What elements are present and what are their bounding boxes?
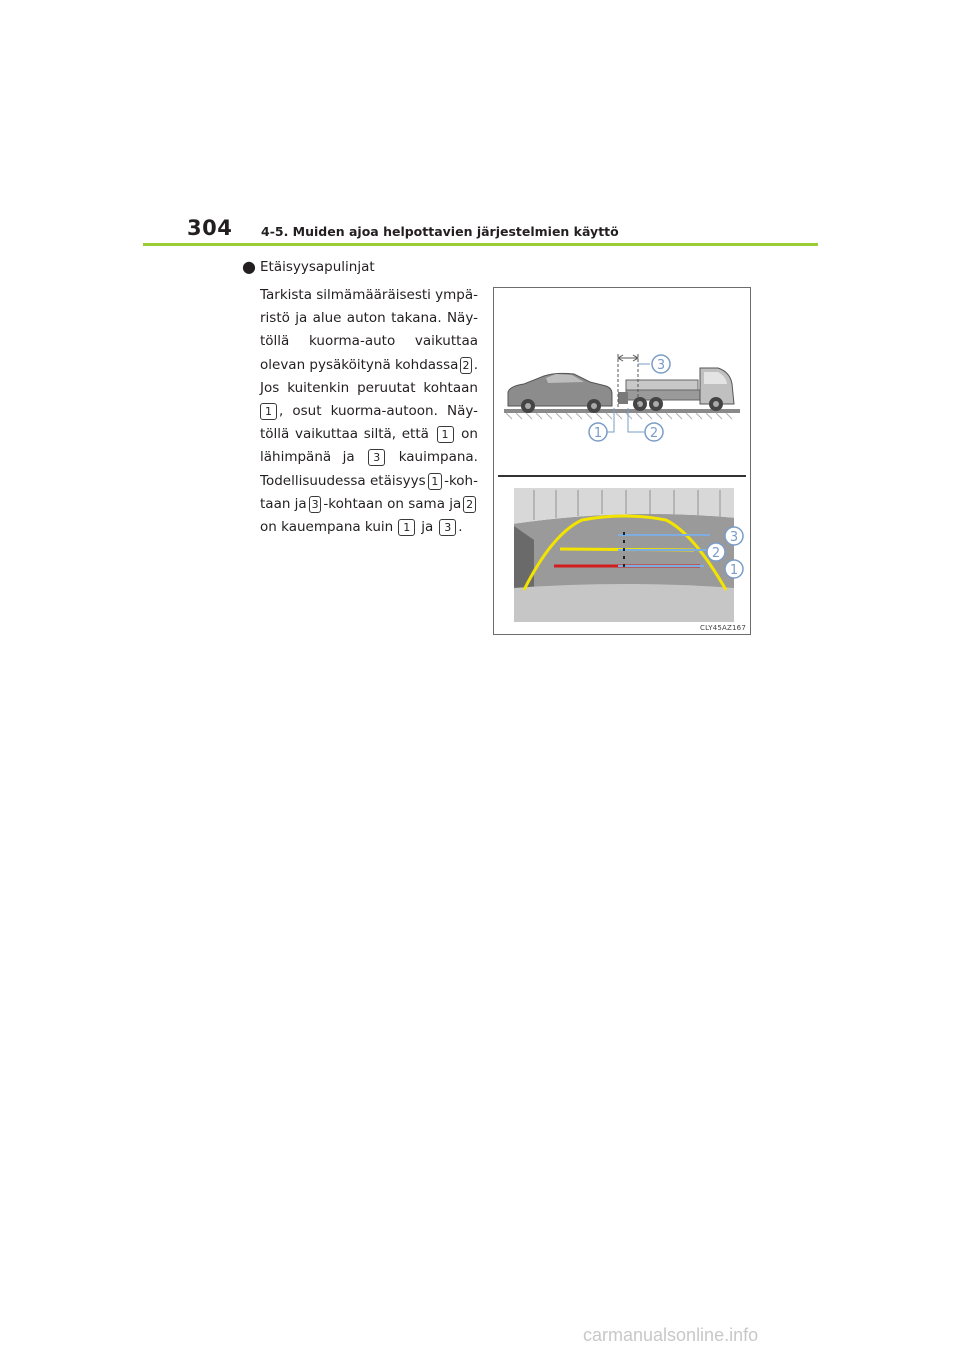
panel-divider	[498, 475, 746, 477]
svg-text:1: 1	[729, 563, 739, 578]
text-line: Jos kuitenkin peruutat kohtaan	[260, 379, 478, 396]
text-line: on kauempana kuin 1 ja 3 .	[260, 518, 463, 535]
svg-text:2: 2	[649, 426, 659, 441]
text-line: lähimpänä ja 3 kauimpana.	[260, 449, 478, 466]
illustration-svg	[494, 288, 750, 634]
header-rule	[143, 243, 818, 246]
svg-text:2: 2	[711, 546, 721, 561]
page-number: 304	[187, 216, 233, 240]
text-line: 1 , osut kuorma-autoon. Näy-	[260, 400, 478, 423]
text-line: töllä kuorma-auto vaikuttaa	[260, 333, 478, 350]
distance-guide-illustration	[493, 287, 751, 635]
callout-2	[645, 423, 663, 441]
reference-marker-3: 3	[309, 496, 322, 513]
side-view-panel	[504, 354, 740, 441]
text-line: olevan pysäköitynä kohdassa 2 .	[260, 356, 478, 373]
reference-marker-1: 1	[428, 473, 442, 490]
callout-2	[707, 543, 725, 561]
text-line: taan ja 3 -kohtaan on sama ja 2	[260, 493, 478, 516]
car-icon	[508, 373, 612, 413]
svg-text:1: 1	[593, 426, 603, 441]
text-line: Todellisuudessa etäisyys 1 -koh-	[260, 472, 478, 489]
footer-watermark: carmanualsonline.info	[583, 1325, 759, 1345]
callout-1	[589, 423, 607, 441]
bullet-icon: ●	[242, 257, 256, 276]
callout-3	[652, 355, 670, 373]
reference-marker-2: 2	[463, 496, 476, 513]
reference-marker-3: 3	[368, 449, 385, 466]
section-title: 4-5. Muiden ajoa helpottavien järjestelmien käyttö	[261, 224, 619, 239]
camera-view-panel	[514, 488, 743, 622]
reference-marker-1: 1	[260, 403, 277, 420]
text-line: ristö ja alue auton takana. Näy-	[260, 310, 478, 327]
reference-marker-1: 1	[398, 519, 415, 536]
text-line: töllä vaikuttaa siltä, että 1 on	[260, 426, 478, 443]
reference-marker-3: 3	[439, 519, 456, 536]
svg-text:3: 3	[656, 358, 666, 373]
body-paragraph	[260, 284, 478, 539]
text-line: Tarkista silmämääräisesti ympä-	[260, 287, 478, 303]
ground-line	[504, 409, 740, 413]
reference-marker-1: 1	[437, 426, 454, 443]
svg-text:3: 3	[729, 530, 739, 545]
figure-code: CLY45AZ167	[700, 624, 746, 632]
subsection-heading: Etäisyysapulinjat	[260, 259, 375, 275]
reference-marker-2: 2	[460, 357, 471, 374]
callout-1	[725, 560, 743, 578]
callout-3	[725, 527, 743, 545]
truck-icon	[618, 368, 734, 411]
